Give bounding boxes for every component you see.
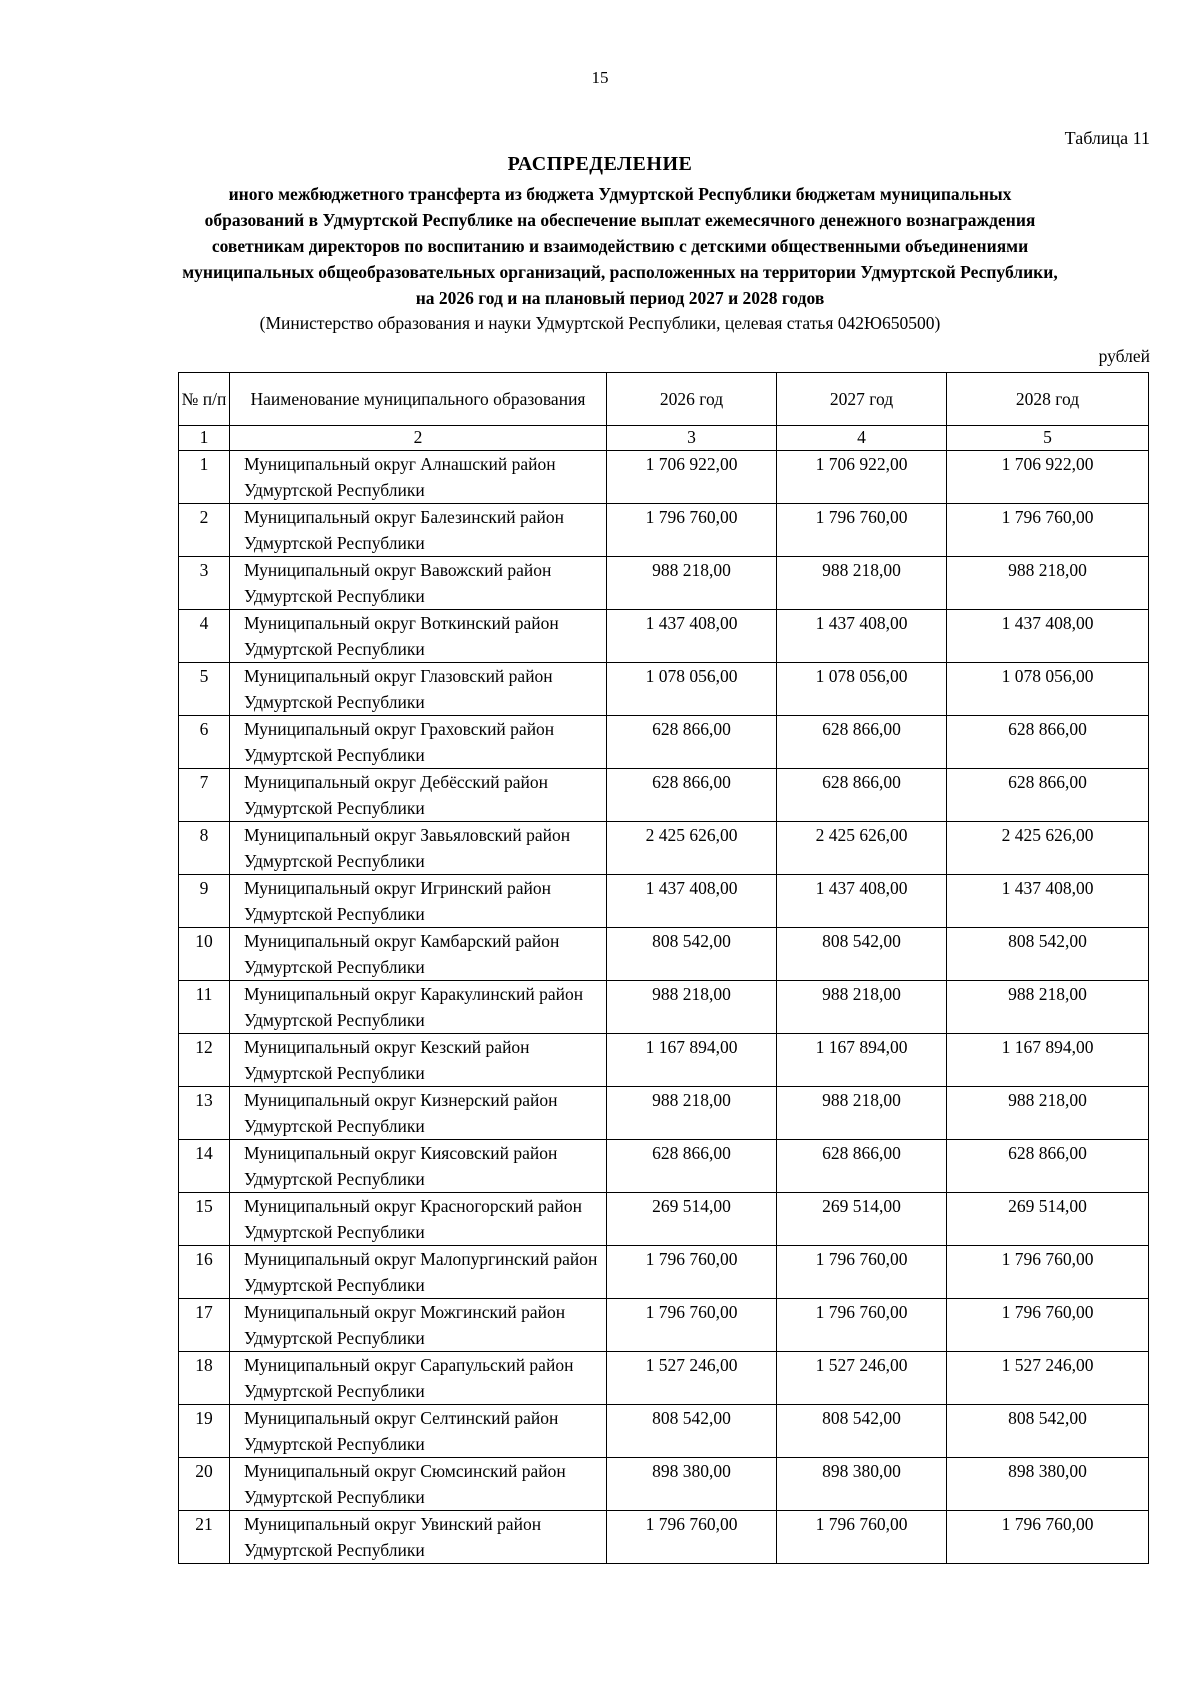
column-number: 4 — [777, 426, 947, 451]
row-amount-2026: 988 218,00 — [607, 981, 777, 1034]
column-number: 3 — [607, 426, 777, 451]
row-amount-2027: 1 078 056,00 — [777, 663, 947, 716]
column-numbers-row — [179, 426, 1149, 451]
row-amount-2026: 628 866,00 — [607, 769, 777, 822]
row-amount-2027: 1 796 760,00 — [777, 1299, 947, 1352]
row-number: 13 — [179, 1087, 230, 1140]
row-municipality-name: Муниципальный округ Кизнерский район Удмуртской Республики — [230, 1087, 607, 1140]
row-amount-2026: 808 542,00 — [607, 1405, 777, 1458]
table-row — [179, 1405, 1149, 1458]
header-2026: 2026 год — [607, 373, 777, 426]
row-amount-2027: 628 866,00 — [777, 716, 947, 769]
row-number: 17 — [179, 1299, 230, 1352]
row-amount-2028: 1 796 760,00 — [947, 1246, 1149, 1299]
row-amount-2028: 1 437 408,00 — [947, 875, 1149, 928]
row-amount-2027: 808 542,00 — [777, 928, 947, 981]
table-row — [179, 1140, 1149, 1193]
row-amount-2026: 1 437 408,00 — [607, 875, 777, 928]
row-number: 15 — [179, 1193, 230, 1246]
row-amount-2026: 988 218,00 — [607, 1087, 777, 1140]
row-number: 12 — [179, 1034, 230, 1087]
table-row — [179, 1458, 1149, 1511]
row-number: 19 — [179, 1405, 230, 1458]
row-municipality-name: Муниципальный округ Красногорский район Удмуртской Республики — [230, 1193, 607, 1246]
row-amount-2026: 1 796 760,00 — [607, 1299, 777, 1352]
row-amount-2028: 628 866,00 — [947, 1140, 1149, 1193]
row-amount-2026: 1 796 760,00 — [607, 1246, 777, 1299]
row-number: 18 — [179, 1352, 230, 1405]
row-amount-2026: 1 527 246,00 — [607, 1352, 777, 1405]
row-amount-2027: 1 796 760,00 — [777, 1246, 947, 1299]
page-number: 15 — [591, 68, 609, 87]
row-amount-2027: 269 514,00 — [777, 1193, 947, 1246]
row-municipality-name: Муниципальный округ Граховский район Удмуртской Республики — [230, 716, 607, 769]
document-title: РАСПРЕДЕЛЕНИЕ — [507, 153, 693, 175]
row-amount-2028: 988 218,00 — [947, 981, 1149, 1034]
row-amount-2026: 2 425 626,00 — [607, 822, 777, 875]
row-amount-2027: 1 706 922,00 — [777, 451, 947, 504]
table-row — [179, 1299, 1149, 1352]
row-amount-2028: 1 527 246,00 — [947, 1352, 1149, 1405]
row-amount-2027: 988 218,00 — [777, 557, 947, 610]
row-number: 7 — [179, 769, 230, 822]
header-name: Наименование муниципального образования — [230, 373, 607, 426]
row-municipality-name: Муниципальный округ Балезинский район Удмуртской Республики — [230, 504, 607, 557]
row-municipality-name: Муниципальный округ Селтинский район Удмуртской Республики — [230, 1405, 607, 1458]
row-amount-2028: 1 796 760,00 — [947, 504, 1149, 557]
ministry-note: (Министерство образования и науки Удмуртской Республики, целевая статья 042Ю650500) — [259, 313, 941, 333]
row-municipality-name: Муниципальный округ Глазовский район Удмуртской Республики — [230, 663, 607, 716]
row-amount-2027: 1 796 760,00 — [777, 1511, 947, 1564]
row-number: 2 — [179, 504, 230, 557]
row-municipality-name: Муниципальный округ Кезский район Удмуртской Республики — [230, 1034, 607, 1087]
table-header-row — [179, 373, 1149, 426]
table-body — [179, 426, 1149, 1564]
row-amount-2028: 628 866,00 — [947, 716, 1149, 769]
row-amount-2027: 988 218,00 — [777, 981, 947, 1034]
row-municipality-name: Муниципальный округ Игринский район Удмуртской Республики — [230, 875, 607, 928]
row-amount-2028: 808 542,00 — [947, 1405, 1149, 1458]
row-number: 6 — [179, 716, 230, 769]
table-row — [179, 1246, 1149, 1299]
row-amount-2028: 988 218,00 — [947, 557, 1149, 610]
row-number: 8 — [179, 822, 230, 875]
row-amount-2028: 269 514,00 — [947, 1193, 1149, 1246]
row-number: 16 — [179, 1246, 230, 1299]
row-amount-2028: 1 796 760,00 — [947, 1511, 1149, 1564]
row-municipality-name: Муниципальный округ Алнашский район Удмуртской Республики — [230, 451, 607, 504]
column-number: 1 — [179, 426, 230, 451]
row-amount-2028: 1 706 922,00 — [947, 451, 1149, 504]
table-row — [179, 504, 1149, 557]
row-municipality-name: Муниципальный округ Малопургинский район Удмуртской Республики — [230, 1246, 607, 1299]
row-amount-2027: 628 866,00 — [777, 1140, 947, 1193]
row-amount-2027: 808 542,00 — [777, 1405, 947, 1458]
row-amount-2027: 988 218,00 — [777, 1087, 947, 1140]
row-amount-2027: 1 796 760,00 — [777, 504, 947, 557]
row-municipality-name: Муниципальный округ Каракулинский район Удмуртской Республики — [230, 981, 607, 1034]
table-row — [179, 928, 1149, 981]
row-amount-2026: 628 866,00 — [607, 1140, 777, 1193]
row-municipality-name: Муниципальный округ Воткинский район Удмуртской Республики — [230, 610, 607, 663]
row-municipality-name: Муниципальный округ Завьяловский район Удмуртской Республики — [230, 822, 607, 875]
row-amount-2028: 1 437 408,00 — [947, 610, 1149, 663]
row-amount-2026: 808 542,00 — [607, 928, 777, 981]
row-amount-2028: 1 167 894,00 — [947, 1034, 1149, 1087]
column-number: 5 — [947, 426, 1149, 451]
row-amount-2027: 1 527 246,00 — [777, 1352, 947, 1405]
row-municipality-name: Муниципальный округ Сюмсинский район Удмуртской Республики — [230, 1458, 607, 1511]
row-amount-2028: 808 542,00 — [947, 928, 1149, 981]
table-row — [179, 610, 1149, 663]
table-row — [179, 1511, 1149, 1564]
table-row — [179, 875, 1149, 928]
row-amount-2026: 1 706 922,00 — [607, 451, 777, 504]
row-amount-2026: 1 078 056,00 — [607, 663, 777, 716]
table-row — [179, 716, 1149, 769]
row-municipality-name: Муниципальный округ Сарапульский район Удмуртской Республики — [230, 1352, 607, 1405]
row-amount-2026: 1 796 760,00 — [607, 1511, 777, 1564]
row-municipality-name: Муниципальный округ Дебёсский район Удмуртской Республики — [230, 769, 607, 822]
row-amount-2026: 628 866,00 — [607, 716, 777, 769]
row-amount-2027: 628 866,00 — [777, 769, 947, 822]
table-row — [179, 769, 1149, 822]
row-amount-2027: 898 380,00 — [777, 1458, 947, 1511]
row-amount-2026: 898 380,00 — [607, 1458, 777, 1511]
row-amount-2028: 1 078 056,00 — [947, 663, 1149, 716]
table-row — [179, 451, 1149, 504]
row-amount-2027: 2 425 626,00 — [777, 822, 947, 875]
row-number: 9 — [179, 875, 230, 928]
table-row — [179, 663, 1149, 716]
row-number: 5 — [179, 663, 230, 716]
row-municipality-name: Муниципальный округ Увинский район Удмуртской Республики — [230, 1511, 607, 1564]
table-row — [179, 557, 1149, 610]
document-subtitle: иного межбюджетного трансферта из бюджета Удмуртской Республики бюджетам муниципальных образований в Удмуртской Республике на обеспечение выплат ежемесячного денежного вознаграждения советникам директоров по воспитанию и взаимодействию с детскими общественными объединениями муниципальных общеобразовательных организаций, расположенных на территории Удмуртской Республики, на 2026 год и на плановый период 2027 и 2028 годов — [182, 184, 1058, 308]
header-num: № п/п — [179, 373, 230, 426]
row-amount-2028: 628 866,00 — [947, 769, 1149, 822]
row-number: 20 — [179, 1458, 230, 1511]
table-row — [179, 1087, 1149, 1140]
row-amount-2026: 1 437 408,00 — [607, 610, 777, 663]
units-label: рублей — [1098, 346, 1150, 366]
row-amount-2028: 2 425 626,00 — [947, 822, 1149, 875]
table-row — [179, 1352, 1149, 1405]
table-row — [179, 981, 1149, 1034]
row-municipality-name: Муниципальный округ Вавожский район Удмуртской Республики — [230, 557, 607, 610]
row-number: 4 — [179, 610, 230, 663]
row-amount-2027: 1 437 408,00 — [777, 610, 947, 663]
row-amount-2028: 898 380,00 — [947, 1458, 1149, 1511]
row-amount-2026: 269 514,00 — [607, 1193, 777, 1246]
table-row — [179, 822, 1149, 875]
row-number: 14 — [179, 1140, 230, 1193]
row-number: 1 — [179, 451, 230, 504]
distribution-table — [178, 372, 1149, 1564]
header-2027: 2027 год — [777, 373, 947, 426]
row-municipality-name: Муниципальный округ Камбарский район Удмуртской Республики — [230, 928, 607, 981]
table-label: Таблица 11 — [1064, 128, 1150, 148]
column-number: 2 — [230, 426, 607, 451]
table-row — [179, 1034, 1149, 1087]
row-number: 10 — [179, 928, 230, 981]
row-amount-2026: 1 167 894,00 — [607, 1034, 777, 1087]
table-row — [179, 1193, 1149, 1246]
row-amount-2028: 988 218,00 — [947, 1087, 1149, 1140]
row-amount-2027: 1 167 894,00 — [777, 1034, 947, 1087]
row-number: 3 — [179, 557, 230, 610]
header-2028: 2028 год — [947, 373, 1149, 426]
row-number: 21 — [179, 1511, 230, 1564]
row-amount-2026: 1 796 760,00 — [607, 504, 777, 557]
row-municipality-name: Муниципальный округ Можгинский район Удмуртской Республики — [230, 1299, 607, 1352]
row-amount-2026: 988 218,00 — [607, 557, 777, 610]
row-municipality-name: Муниципальный округ Киясовский район Удмуртской Республики — [230, 1140, 607, 1193]
row-amount-2027: 1 437 408,00 — [777, 875, 947, 928]
row-amount-2028: 1 796 760,00 — [947, 1299, 1149, 1352]
row-number: 11 — [179, 981, 230, 1034]
